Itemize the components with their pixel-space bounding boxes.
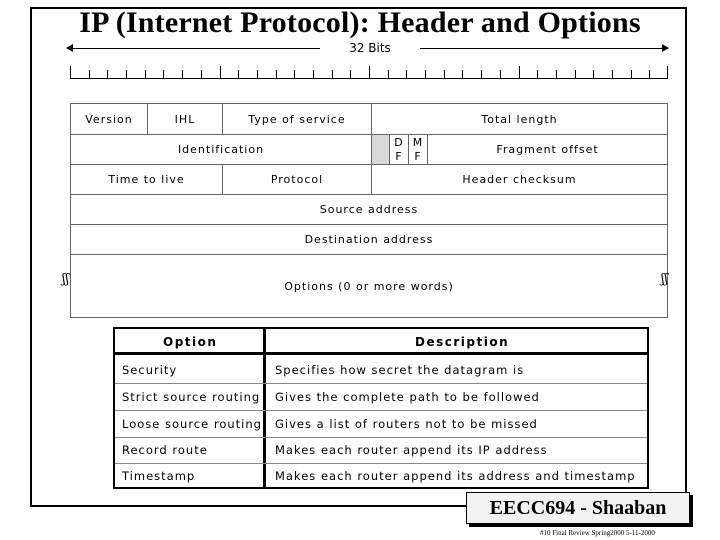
option-name: Strict source routing — [122, 390, 261, 404]
destination-address-field: Destination address — [71, 224, 667, 254]
bit-tick — [107, 70, 108, 79]
option-name: Security — [122, 363, 178, 377]
time-to-live-field: Time to live — [71, 164, 222, 194]
bit-tick — [612, 70, 613, 79]
bit-tick — [220, 66, 221, 79]
bit-tick — [257, 70, 258, 79]
bit-tick — [350, 70, 351, 79]
table-row — [115, 357, 647, 384]
mf-flag — [408, 134, 427, 164]
table-row — [115, 411, 647, 438]
option-description: Makes each router append its IP address — [275, 443, 548, 457]
bit-tick — [313, 70, 314, 79]
ihl-field: IHL — [147, 104, 222, 134]
bit-tick — [163, 70, 164, 79]
option-description: Gives a list of routers not to be missed — [275, 417, 538, 431]
arrow-right-icon — [662, 44, 669, 52]
arrow-left-icon — [66, 44, 73, 52]
option-description: Specifies how secret the datagram is — [275, 363, 525, 377]
break-mark-right-icon: ʃʃ — [661, 272, 669, 287]
option-description: Gives the complete path to be followed — [275, 390, 540, 404]
options-table — [113, 327, 649, 489]
bit-tick — [667, 66, 668, 79]
description-column-header: Description — [415, 335, 510, 349]
bit-tick — [201, 70, 202, 79]
ip-header-diagram — [70, 103, 668, 318]
version-field: Version — [85, 112, 133, 126]
option-name: Loose source routing — [122, 417, 262, 431]
table-row — [115, 437, 647, 464]
options-field: Options (0 or more words) — [71, 254, 667, 317]
bit-tick — [556, 70, 557, 79]
bit-tick — [145, 70, 146, 79]
slide-footer: #10 Final Review Spring2000 5-11-2000 — [540, 529, 655, 537]
bit-tick — [182, 70, 183, 79]
bit-tick — [444, 70, 445, 79]
bit-tick — [593, 70, 594, 79]
bit-tick — [238, 70, 239, 79]
table-body — [115, 357, 647, 487]
break-mark-left-icon: ʃʃ — [62, 272, 70, 287]
bit-tick — [649, 70, 650, 79]
df-flag-d: D — [394, 135, 404, 149]
bit-tick — [406, 70, 407, 79]
table-header — [115, 329, 647, 355]
df-flag — [389, 134, 408, 164]
df-flag-f: F — [395, 149, 403, 163]
bit-tick — [537, 70, 538, 79]
bit-tick — [369, 66, 370, 79]
bit-tick — [481, 70, 482, 79]
bit-tick — [388, 70, 389, 79]
bit-tick — [70, 66, 71, 79]
mf-flag-f: F — [414, 149, 422, 163]
bit-tick — [519, 66, 520, 79]
bits-label: 32 Bits — [320, 41, 420, 55]
bit-tick — [575, 70, 576, 79]
option-column-header: Option — [163, 335, 218, 349]
identification-field: Identification — [71, 134, 371, 164]
bit-tick — [500, 70, 501, 79]
bit-tick — [631, 70, 632, 79]
bit-tick — [294, 70, 295, 79]
bit-tick — [462, 70, 463, 79]
table-row — [115, 384, 647, 411]
protocol-field: Protocol — [222, 164, 371, 194]
bit-tick — [425, 70, 426, 79]
option-name: Record route — [122, 443, 208, 457]
bit-tick — [332, 70, 333, 79]
table-row — [115, 463, 647, 490]
slide-title: IP (Internet Protocol): Header and Options — [79, 6, 641, 39]
option-description: Makes each router append its address and timestamp — [275, 469, 636, 483]
type-of-service-field: Type of service — [222, 104, 371, 134]
header-checksum-field: Header checksum — [371, 164, 667, 194]
total-length-field: Total length — [371, 104, 667, 134]
bit-tick — [126, 70, 127, 79]
option-name: Timestamp — [122, 469, 196, 483]
source-address-field: Source address — [71, 194, 667, 224]
reserved-bit — [371, 134, 389, 164]
bit-tick — [89, 70, 90, 79]
fragment-offset-field: Fragment offset — [427, 134, 667, 164]
bit-tick — [276, 70, 277, 79]
course-badge: EECC694 - Shaaban — [466, 492, 690, 524]
mf-flag-m: M — [412, 135, 424, 149]
